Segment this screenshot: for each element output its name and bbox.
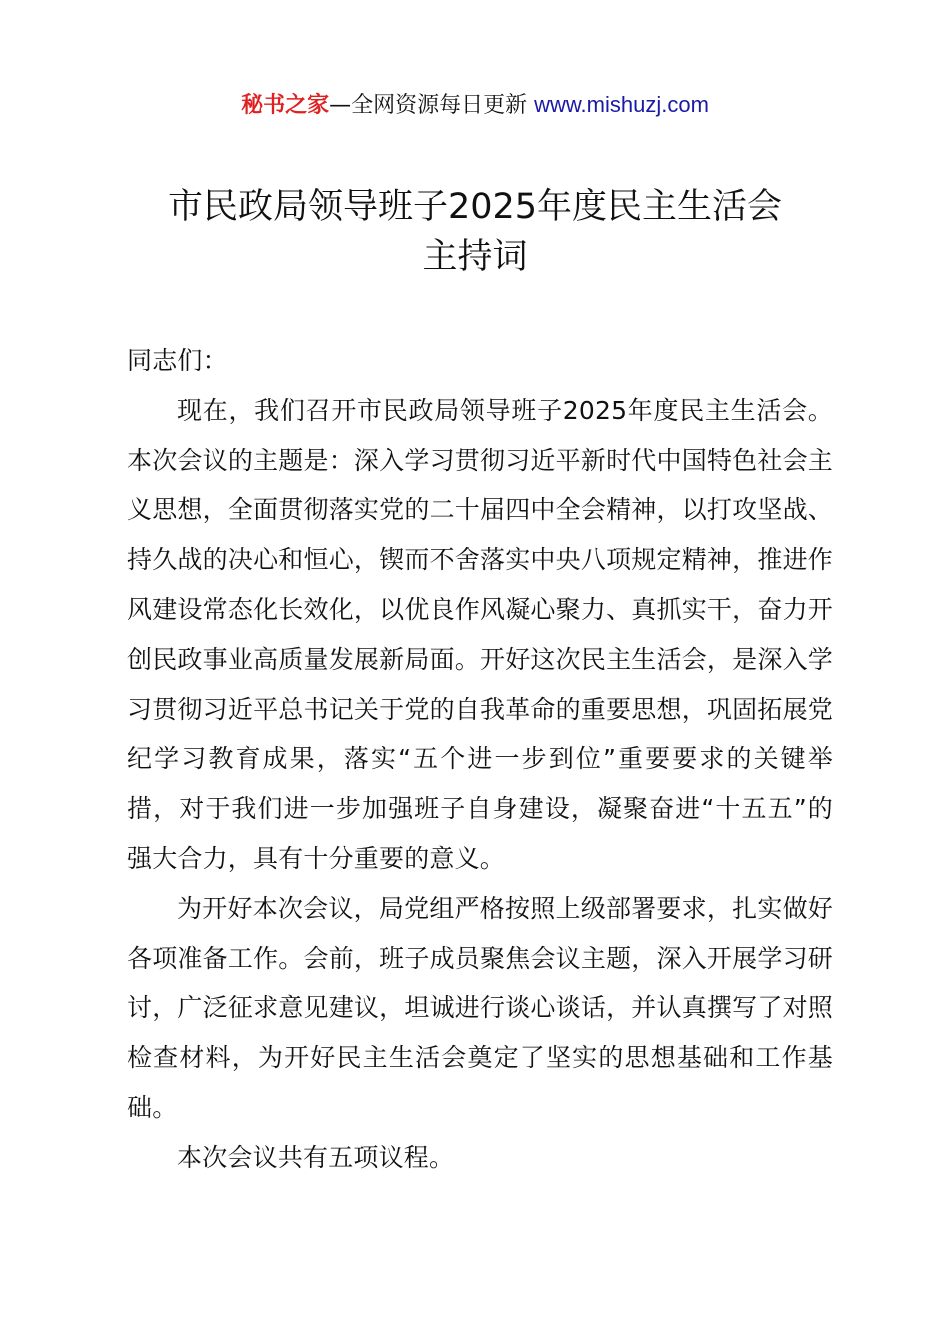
paragraph-1: 现在，我们召开市民政局领导班子2025年度民主生活会。本次会议的主题是：深入学习贯彻习近平新时代中国特色社会主义思想，全面贯彻落实党的二十届四中全会精神，以打攻坚战、持久战的决心和恒心，锲而不舍落实中央八项规定精神，推进作风建设常态化长效化，以优良作风凝心聚力、真抓实干，奋力开创民政事业高质量发展新局面。开好这次民主生活会，是深入学习贯彻习近平总书记关于党的自我革命的重要思想，巩固拓展党纪学习教育成果，落实“五个进一步到位”重要要求的关键举措，对于我们进一步加强班子自身建设，凝聚奋进“十五五”的强大合力，具有十分重要的意义。 (127, 395, 833, 873)
site-header (0, 88, 950, 123)
title-line-2: 主持词 (422, 237, 528, 277)
document-body (127, 336, 833, 1183)
title-line-1: 市民政局领导班子2025年度民主生活会 (167, 187, 783, 227)
header-tagline: —全网资源每日更新 (329, 93, 528, 118)
brand-name: 秘书之家 (241, 93, 330, 118)
salutation: 同志们： (127, 346, 228, 375)
document-title (0, 182, 950, 282)
paragraph-2: 为开好本次会议，局党组严格按照上级部署要求，扎实做好各项准备工作。会前，班子成员聚焦会议主题，深入开展学习研讨，广泛征求意见建议，坦诚进行谈心谈话，并认真撰写了对照检查材料，为开好民主生活会奠定了坚实的思想基础和工作基础。 (127, 893, 833, 1122)
site-url-link[interactable]: www.mishuzj.com (534, 92, 709, 117)
paragraph-3: 本次会议共有五项议程。 (177, 1142, 455, 1172)
